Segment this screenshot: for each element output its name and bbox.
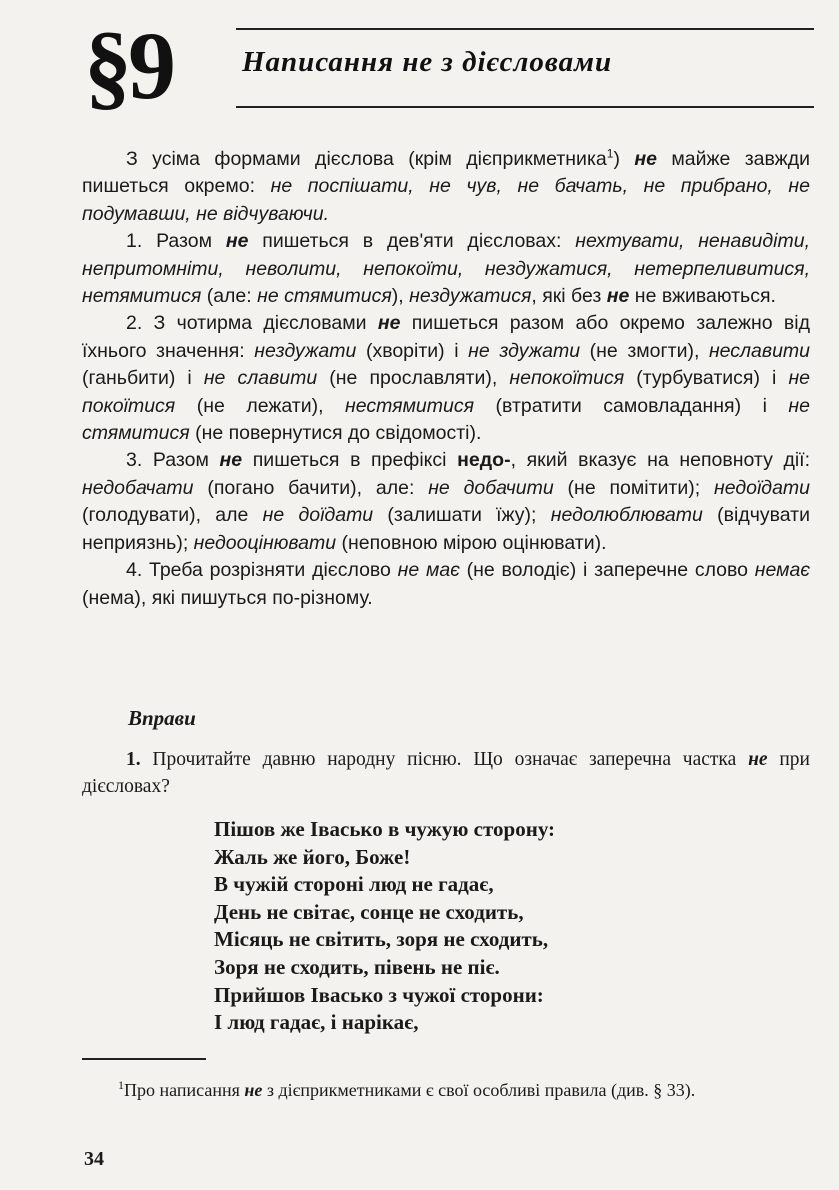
poem-line: Місяць не світить, зоря не сходить, [214,927,549,952]
section-header [84,12,814,119]
footnote-ref: 1 [606,146,614,161]
exercise-number: 1. [126,749,141,770]
intro-paragraph: З усіма формами дієслова (крім дієприкметника$^1$) не майже завжди пишеться окремо: не поспішати, не чув, не бачать, не прибрано, не подумавши, не відчуваючи. [82,146,810,225]
section-number: §9 [84,12,172,119]
poem-line: День не світає, сонце не сходить, [214,899,524,924]
rules-body [82,146,810,612]
poem-line: Жаль же його, Боже! [214,844,411,869]
footnote-marker: 1 [118,1078,124,1092]
rule-2: 2. З чотирма дієсловами не пишеться разом або окремо залежно від їхнього значення: нездужати (хворіти) і не здужати (не змогти), неславити (ганьбити) і не славити (не прославляти), непокоїтися (турбуватися) і не покоїтися (не лежати), нестямитися (втратити самовладання) і не стямитися (не повернутися до свідомості). [82,312,811,445]
poem-line: Пішов же Івасько в чужую сторону: [214,817,556,841]
poem-line: В чужій стороні люд не гадає, [214,872,494,897]
footnote [82,1078,810,1102]
page-number: 34 [84,1148,104,1170]
poem-line: Зоря не сходить, півень не піє. [214,954,500,979]
exercise-1-text: 1. Прочитайте давню народну пісню. Що означає заперечна частка не при дієсловах? [82,749,810,797]
exercise-1 [82,746,810,800]
exercises-heading: Вправи [128,706,196,730]
footnote-divider [82,1058,206,1060]
rule-3: 3. Разом не пишеться в префіксі недо-, який вказує на неповноту дії: недобачати (погано бачити), але: не добачити (не помітити); недоїдати (голодувати), але не доїдати (залишати їжу); недолюблювати (відчувати неприязнь); недооцінювати (неповною мірою оцінювати). [82,449,811,554]
section-title: Написання не з дієсловами [242,46,613,78]
footnote-text: $^1$Про написання не з дієприкметниками є свої особливі правила (див. § 33). [118,1078,696,1100]
poem-line: Прийшов Івасько з чужої сторони: [214,982,544,1007]
rule-1: 1. Разом не пишеться в дев'яти дієсловах: нехтувати, ненавидіти, непритомніти, неволити, непокоїти, нездужатися, нетерпеливитися, нетямитися (але: не стямитися), нездужатися, які без не не вживаються. [82,230,810,308]
header-bottom-rule [236,106,814,108]
header-top-rule [236,28,814,30]
poem-line: І люд гадає, і нарікає, [214,1010,419,1035]
rule-4: 4. Треба розрізняти дієслово не має (не володіє) і заперечне слово немає (нема), які пишуться по-різному. [82,559,811,609]
folk-song-poem [214,816,774,1037]
